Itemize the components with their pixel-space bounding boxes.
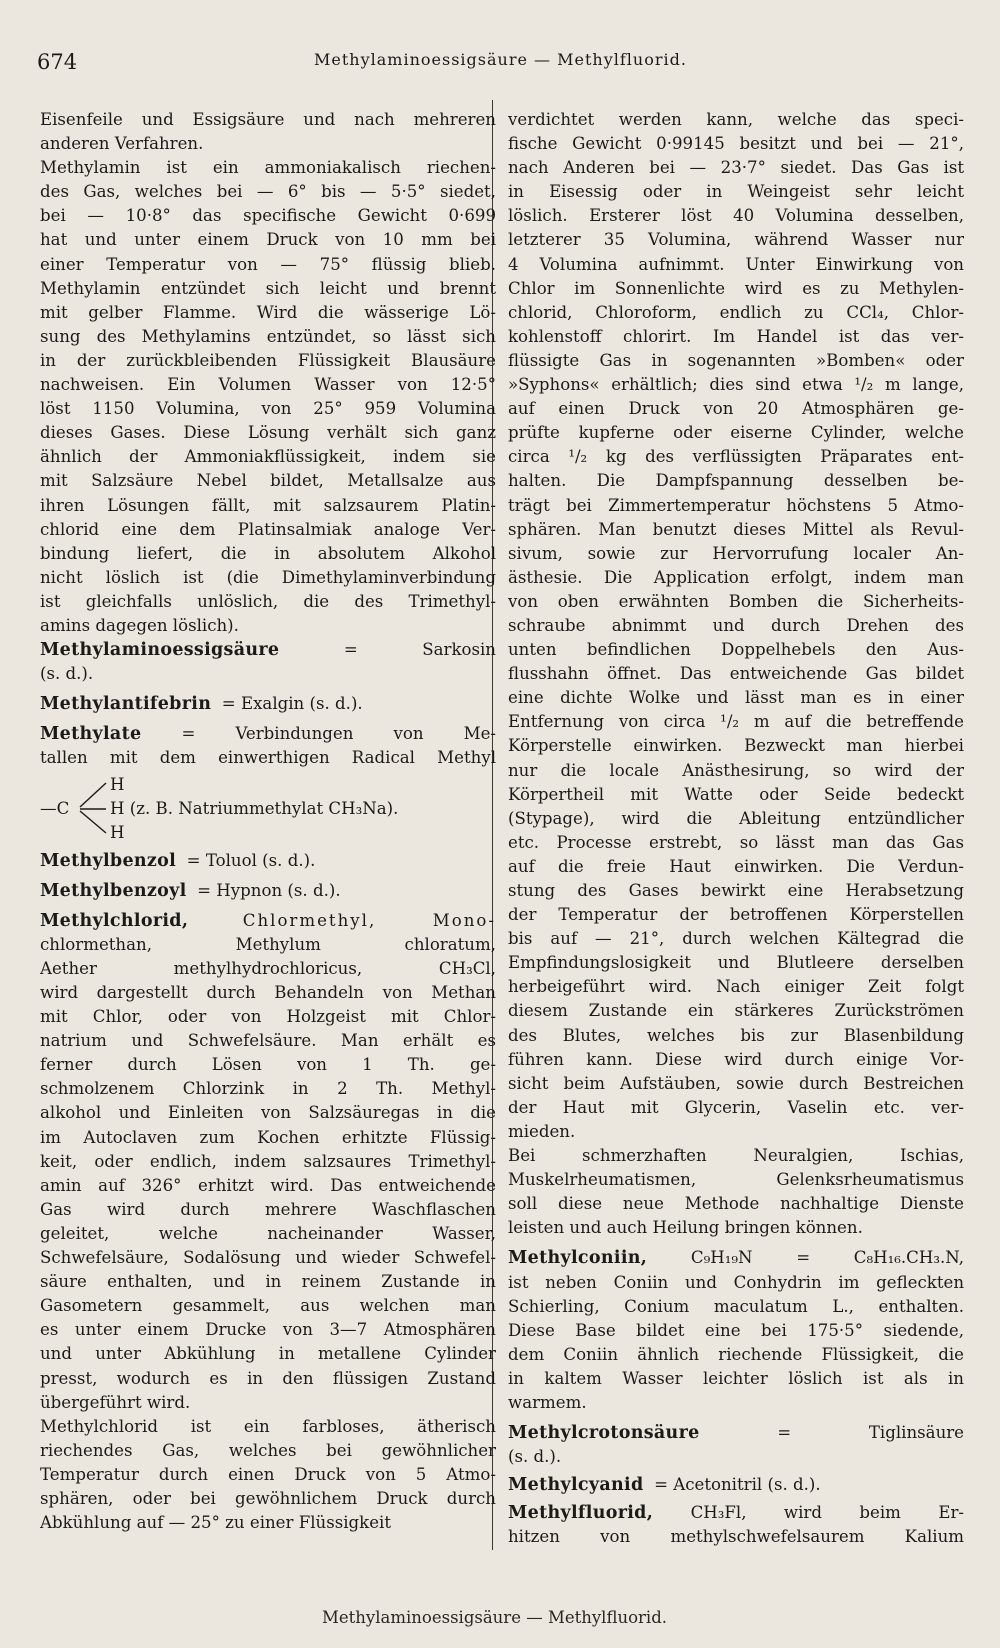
text-line: hat und unter einem Druck von 10 mm bei	[40, 230, 496, 250]
text-line: der Haut mit Glycerin, Vaselin etc. ver-	[508, 1097, 964, 1117]
headword: Methylchlorid,	[40, 910, 189, 931]
text-line: bis auf — 21°, durch welchen Kältegrad die	[508, 929, 964, 949]
text-line: warmem.	[508, 1392, 587, 1412]
text-line: sphären. Man benutzt dieses Mittel als Revul-	[508, 519, 964, 539]
text-line: anderen Verfahren.	[40, 134, 204, 154]
formula-h-bottom: H	[110, 822, 125, 842]
entry-methylconiin: Methylconiin, C₉H₁₉N = C₈H₁₆.CH₃.N,	[508, 1248, 964, 1269]
text-line: flusshahn öffnet. Das entweichende Gas bildet	[508, 664, 964, 684]
text-line: Eisenfeile und Essigsäure und nach mehreren	[40, 110, 496, 129]
text-line: verdichtet werden kann, welche das speci-	[508, 110, 964, 129]
text-line: Abkühlung auf — 25° zu einer Flüssigkeit	[40, 1513, 392, 1533]
text-line: ist gleichfalls unlöslich, die des Trimethyl-	[40, 591, 496, 611]
text-line: mieden.	[508, 1121, 576, 1141]
text-line: löst 1150 Volumina, von 25° 959 Volumina	[40, 399, 496, 419]
left-text-block	[40, 108, 496, 638]
text-line: sung des Methylamins entzündet, so lässt sich	[40, 326, 496, 346]
text-line: auf die freie Haut einwirken. Die Verdun-	[508, 856, 964, 876]
text-line: nach Anderen bei — 23·7° siedet. Das Gas ist	[508, 158, 964, 178]
text-line: Entfernung von circa ¹/₂ m auf die betreffende	[508, 712, 964, 732]
headword: Methylcrotonsäure	[508, 1423, 700, 1444]
text-line: Diese Base bildet eine bei 175·5° siedende,	[508, 1320, 964, 1340]
text-line: sivum, sowie zur Hervorrufung localer An-	[508, 543, 964, 563]
text-line: alkohol und Einleiten von Salzsäuregas in die	[40, 1103, 496, 1123]
text-line: im Autoclaven zum Kochen erhitzte Flüssig-	[40, 1127, 496, 1147]
text-line: sphären, oder bei gewöhnlichem Druck durch	[40, 1488, 496, 1508]
text-line: Methylamin entzündet sich leicht und brennt	[40, 278, 496, 298]
structural-formula	[40, 773, 496, 843]
text-line: chlorid, Chloroform, endlich zu CCl₄, Chlor-	[508, 302, 964, 322]
text-line: ist neben Coniin und Conhydrin im gefleckten	[508, 1272, 964, 1292]
entry-methylchlorid: Methylchlorid, Chlormethyl, Mono-	[40, 910, 496, 931]
text-line: eine dichte Wolke und lässt man es in einer	[508, 688, 964, 708]
text-line: »Syphons« erhältlich; dies sind etwa ¹/₂ m lange,	[508, 375, 964, 395]
headword: Methylantifebrin	[40, 694, 212, 715]
text-line: und unter Abkühlung in metallene Cylinder	[40, 1344, 496, 1364]
entry-line: hitzen von methylschwefelsaurem Kalium	[508, 1527, 964, 1547]
text-line: schraube abnimmt und durch Drehen des	[508, 615, 964, 635]
text-line: Chlor im Sonnenlichte wird es zu Methylen-	[508, 278, 964, 298]
page-number: 674	[37, 50, 78, 74]
text-line: es unter einem Drucke von 3—7 Atmosphären	[40, 1320, 496, 1340]
text-line: fische Gewicht 0·99145 besitzt und bei — 21°,	[508, 134, 964, 154]
text-line: Schierling, Conium maculatum L., enthalten.	[508, 1296, 964, 1316]
text-line: wird dargestellt durch Behandeln von Methan	[40, 983, 496, 1002]
text-line: führen kann. Diese wird durch einige Vor-	[508, 1049, 964, 1069]
left-column	[40, 108, 496, 1535]
text-line: Gas wird durch mehrere Waschflaschen	[40, 1199, 496, 1219]
entry-methylate: Methylate = Verbindungen von Me-	[40, 724, 496, 745]
running-title: Methylaminoessigsäure — Methylfluorid.	[314, 50, 687, 69]
text-line: in der zurückbleibenden Flüssigkeit Blausäure	[40, 350, 496, 370]
text-line: 4 Volumina aufnimmt. Unter Einwirkung von	[508, 254, 964, 274]
text-line: Methylamin ist ein ammoniakalisch riechen-	[40, 158, 496, 178]
text-line: auf einen Druck von 20 Atmosphären ge-	[508, 399, 964, 419]
text-line: des Gas, welches bei — 6° bis — 5·5° siedet,	[40, 182, 496, 202]
entry-benzol: Methylbenzol = Toluol (s. d.).	[40, 850, 316, 871]
text-line: dem Coniin ähnlich riechende Flüssigkeit, die	[508, 1344, 964, 1364]
text-line: nicht löslich ist (die Dimethylaminverbindung	[40, 567, 496, 587]
text-line: geleitet, welche nacheinander Wasser,	[40, 1223, 496, 1243]
text-line: stung des Gases bewirkt eine Herabsetzung	[508, 881, 964, 900]
text-line: in Eisessig oder in Weingeist sehr leicht	[508, 182, 964, 202]
text-line: prüfte kupferne oder eiserne Cylinder, welche	[508, 423, 964, 443]
entry-line: (s. d.).	[40, 664, 94, 684]
text-line: letzterer 35 Volumina, während Wasser nur	[508, 230, 964, 250]
text-line: herbeigeführt wird. Nach einiger Zeit folgt	[508, 977, 964, 997]
text-line: Bei schmerzhaften Neuralgien, Ischias,	[508, 1146, 964, 1166]
entry-benzoyl: Methylbenzoyl = Hypnon (s. d.).	[40, 880, 341, 901]
text-line: (Stypage), wird die Ableitung entzündlicher	[508, 808, 964, 828]
text-line: von oben erwähnten Bomben die Sicherheits-	[508, 591, 964, 611]
entry-cyanid: Methylcyanid = Acetonitril (s. d.).	[508, 1475, 821, 1496]
text-line: Körpertheil mit Watte oder Seide bedeckt	[508, 784, 964, 804]
headword: Methylconiin,	[508, 1248, 648, 1269]
entry-antifebrin: Methylantifebrin = Exalgin (s. d.).	[40, 694, 363, 715]
text-line: Schwefelsäure, Sodalösung und wieder Schwefel-	[40, 1248, 496, 1268]
text-line: ästhesie. Die Application erfolgt, indem man	[508, 567, 964, 587]
headword: Methylaminoessigsäure	[40, 640, 280, 661]
text-line: mit Chlor, oder von Holzgeist mit Chlor-	[40, 1007, 496, 1027]
text-line: ferner durch Lösen von 1 Th. ge-	[40, 1055, 496, 1075]
text-line: nur die locale Anästhesirung, so wird der	[508, 760, 964, 780]
text-line: chlorid eine dem Platinsalmiak analoge Ver-	[40, 519, 496, 539]
coniin-text	[508, 1271, 964, 1416]
text-line: amins dagegen löslich).	[40, 615, 239, 635]
text-line: soll diese neue Methode nachhaltige Dienste	[508, 1194, 964, 1214]
entry-line: tallen mit dem einwerthigen Radical Methyl	[40, 748, 496, 768]
text-line: bei — 10·8° das specifische Gewicht 0·699	[40, 206, 496, 226]
right-text-block	[508, 108, 964, 1240]
text-line: Empfindungslosigkeit und Blutleere derselben	[508, 953, 964, 973]
entry-fluorid: Methylfluorid, CH₃Fl, wird beim Er-	[508, 1503, 964, 1524]
text-line: dieses Gases. Diese Lösung verhält sich ganz	[40, 423, 496, 443]
headword: Methylcyanid	[508, 1475, 644, 1496]
text-line: kohlenstoff chlorirt. Im Handel ist das ver-	[508, 326, 964, 346]
text-line: Muskelrheumatismen, Gelenksrheumatismus	[508, 1170, 964, 1190]
text-line: Aether methylhydrochloricus, CH₃Cl,	[40, 958, 496, 978]
text-line: halten. Die Dampfspannung desselben be-	[508, 471, 964, 491]
right-column	[508, 108, 964, 1550]
text-line: löslich. Ersterer löst 40 Volumina desselben,	[508, 206, 964, 226]
headword: Methylfluorid,	[508, 1503, 654, 1524]
text-line: säure enthalten, und in reinem Zustande in	[40, 1272, 496, 1292]
text-line: etc. Processe erstrebt, so lässt man das Gas	[508, 832, 964, 852]
text-line: Temperatur durch einen Druck von 5 Atmo-	[40, 1464, 496, 1484]
text-line: flüssigte Gas in sogenannten »Bomben« oder	[508, 350, 964, 370]
formula-h-top: H	[110, 774, 125, 794]
footer-title: Methylaminoessigsäure — Methylfluorid.	[322, 1608, 668, 1627]
text-line: chlormethan, Methylum chloratum,	[40, 934, 496, 954]
text-line: trägt bei Zimmertemperatur höchstens 5 Atmo-	[508, 495, 964, 515]
text-line: mit gelber Flamme. Wird die wässerige Lö-	[40, 302, 496, 322]
text-line: einer Temperatur von — 75° flüssig blieb.	[40, 254, 496, 274]
formula-h-mid: H (z. B. Natriummethylat CH₃Na).	[110, 798, 399, 818]
entry-sarkosin: Methylaminoessigsäure = Sarkosin	[40, 640, 496, 661]
text-line: Körperstelle einwirken. Bezweckt man hierbei	[508, 736, 964, 756]
entry-crotonsaeure: Methylcrotonsäure = Tiglinsäure	[508, 1423, 964, 1444]
text-line: der Temperatur der betroffenen Körperstellen	[508, 905, 964, 925]
formula-carbon: —C	[40, 798, 70, 818]
text-line: amin auf 326° erhitzt wird. Das entweichende	[40, 1175, 496, 1195]
text-line: natrium und Schwefelsäure. Man erhält es	[40, 1031, 496, 1051]
text-line: presst, wodurch es in den flüssigen Zustand	[40, 1368, 496, 1388]
left-text-block-2	[40, 933, 496, 1535]
text-line: in kaltem Wasser leichter löslich ist als in	[508, 1368, 964, 1388]
text-line: ähnlich der Ammoniakflüssigkeit, indem sie	[40, 447, 496, 467]
text-line: übergeführt wird.	[40, 1392, 191, 1412]
text-line: Methylchlorid ist ein farbloses, ätherisch	[40, 1416, 496, 1436]
text-line: sicht beim Aufstäuben, sowie durch Bestreichen	[508, 1073, 964, 1093]
text-line: keit, oder endlich, indem salzsaures Trimethyl-	[40, 1151, 496, 1171]
text-line: ihren Lösungen fällt, mit salzsaurem Platin-	[40, 495, 496, 515]
text-line: leisten und auch Heilung bringen können.	[508, 1218, 863, 1238]
text-line: circa ¹/₂ kg des verflüssigten Präparates ent-	[508, 447, 964, 467]
text-line: nachweisen. Ein Volumen Wasser von 12·5°	[40, 375, 496, 395]
headword: Methylbenzoyl	[40, 880, 187, 901]
headword: Methylate	[40, 724, 142, 745]
text-line: mit Salzsäure Nebel bildet, Metallsalze aus	[40, 471, 496, 491]
text-line: des Blutes, welches bis zur Blasenbildung	[508, 1025, 964, 1045]
text-line: Gasometern gesammelt, aus welchen man	[40, 1296, 496, 1316]
text-line: schmolzenem Chlorzink in 2 Th. Methyl-	[40, 1079, 496, 1099]
headword: Methylbenzol	[40, 850, 177, 871]
text-line: bindung liefert, die in absolutem Alkohol	[40, 543, 496, 563]
text-line: unten befindlichen Doppelhebels den Aus-	[508, 640, 964, 660]
text-line: riechendes Gas, welches bei gewöhnlicher	[40, 1440, 496, 1460]
entry-line: (s. d.).	[508, 1447, 562, 1467]
text-line: diesem Zustande ein stärkeres Zurückströmen	[508, 1001, 964, 1021]
